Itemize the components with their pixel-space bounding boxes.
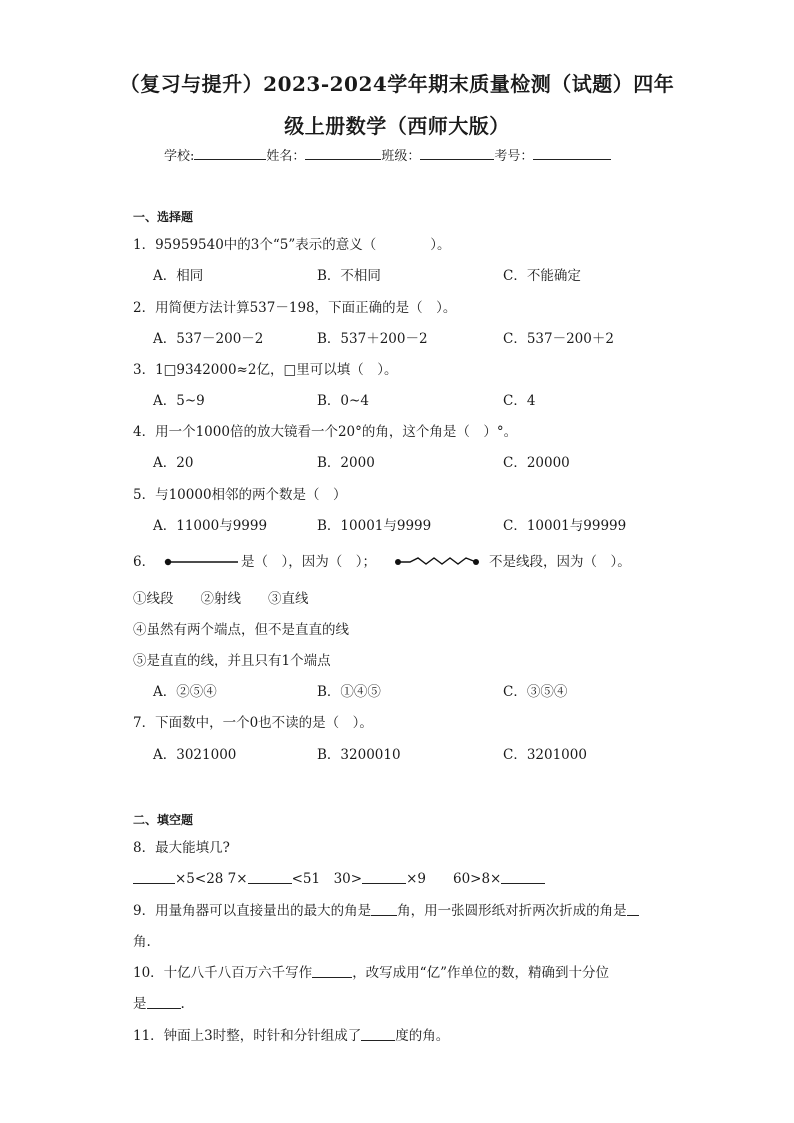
q8-stem: 8．最大能填几? xyxy=(133,840,230,856)
q2-stem: 2．用简便方法计算537－198，下面正确的是（ ）。 xyxy=(133,300,457,316)
q7-option-a[interactable]: A．3021000 xyxy=(153,747,237,763)
q11-line xyxy=(133,1024,449,1044)
q1-option-a[interactable]: A．相同 xyxy=(153,268,204,284)
q9-text-1: 9．用量角器可以直接量出的最大的角是 xyxy=(133,903,372,919)
q4-stem: 4．用一个1000倍的放大镜看一个20°的角，这个角是（ ）°。 xyxy=(133,424,518,440)
q11-text-2: 度的角。 xyxy=(395,1028,450,1044)
q6-option-b[interactable]: B．①④⑤ xyxy=(317,684,381,700)
q10-line2 xyxy=(133,992,185,1012)
q9-blank-2[interactable] xyxy=(627,903,639,916)
q8-blanks-line xyxy=(133,867,545,887)
q8-blank-4[interactable] xyxy=(501,871,545,884)
q6-choice-line1: ①线段 ②射线 ③直线 xyxy=(133,591,309,607)
wavy-line-figure xyxy=(392,553,484,571)
q9-blank-1[interactable] xyxy=(371,903,397,916)
q6-option-a[interactable]: A．②⑤④ xyxy=(153,684,217,700)
school-label: 学校: xyxy=(164,149,195,164)
q10-blank-1[interactable] xyxy=(312,965,352,978)
q1-option-b[interactable]: B．不相同 xyxy=(317,268,381,284)
q7-stem: 7．下面数中，一个0也不读的是（ ）。 xyxy=(133,715,373,731)
name-field[interactable] xyxy=(305,147,381,160)
q6-choice-line2: ④虽然有两个端点，但不是直直的线 xyxy=(133,622,349,638)
q4-option-b[interactable]: B．2000 xyxy=(317,455,375,471)
q2-option-c[interactable]: C．537－200＋2 xyxy=(503,331,614,347)
q5-stem: 5．与10000相邻的两个数是（ ） xyxy=(133,487,347,503)
exam-no-field[interactable] xyxy=(533,147,611,160)
q3-option-a[interactable]: A．5~9 xyxy=(153,393,205,409)
school-field[interactable] xyxy=(194,147,266,160)
q4-option-c[interactable]: C．20000 xyxy=(503,455,570,471)
q9-text-2: 角，用一张圆形纸对折两次折成的角是 xyxy=(397,903,627,919)
name-label: 姓名： xyxy=(266,149,306,164)
q5-option-b[interactable]: B．10001与9999 xyxy=(317,518,432,534)
page-title-line1: （复习与提升）2023-2024学年期末质量检测（试题）四年 xyxy=(119,72,675,96)
q11-blank[interactable] xyxy=(361,1028,395,1041)
q10-line1 xyxy=(133,961,609,981)
q8-text-2: <51 30> xyxy=(291,871,363,887)
q8-text-3: ×9 60>8× xyxy=(406,871,502,887)
q8-blank-2[interactable] xyxy=(248,871,292,884)
q2-option-a[interactable]: A．537－200－2 xyxy=(153,331,264,347)
q5-option-a[interactable]: A．11000与9999 xyxy=(153,518,268,534)
class-label: 班级： xyxy=(381,149,421,164)
q10-text-4: . xyxy=(180,996,185,1012)
section1-heading: 一、选择题 xyxy=(133,210,194,224)
q5-option-c[interactable]: C．10001与99999 xyxy=(503,518,627,534)
q10-text-3: 是 xyxy=(133,996,147,1012)
q2-option-b[interactable]: B．537＋200－2 xyxy=(317,331,428,347)
info-line xyxy=(164,145,611,164)
q1-stem: 1．95959540中的3个“5”表示的意义（ ）。 xyxy=(133,237,451,253)
class-field[interactable] xyxy=(420,147,494,160)
q8-text-1: ×5<28 7× xyxy=(175,871,248,887)
q9-line2: 角. xyxy=(133,934,151,950)
q6-choice-line3: ⑤是直直的线，并且只有1个端点 xyxy=(133,653,331,669)
exam-no-label: 考号： xyxy=(494,149,534,164)
q3-option-c[interactable]: C．4 xyxy=(503,393,536,409)
q8-blank-3[interactable] xyxy=(362,871,406,884)
q3-stem: 3．1□9342000≈2亿，□里可以填（ ）。 xyxy=(133,362,398,378)
q10-blank-2[interactable] xyxy=(147,996,181,1009)
q4-option-a[interactable]: A．20 xyxy=(153,455,194,471)
q3-option-b[interactable]: B．0~4 xyxy=(317,393,369,409)
q8-blank-1[interactable] xyxy=(133,871,175,884)
q1-option-c[interactable]: C．不能确定 xyxy=(503,268,581,284)
q6-number: 6． xyxy=(133,554,156,570)
q7-option-b[interactable]: B．3200010 xyxy=(317,747,401,763)
q10-text-2: ，改写成用“亿”作单位的数，精确到十分位 xyxy=(352,965,609,981)
section2-heading: 二、填空题 xyxy=(133,813,194,827)
q6-option-c[interactable]: C．③⑤④ xyxy=(503,684,568,700)
q7-option-c[interactable]: C．3201000 xyxy=(503,747,587,763)
q6-text-part2: 不是线段，因为（ ）。 xyxy=(489,554,631,570)
q9-line1 xyxy=(133,899,639,919)
line-segment-figure xyxy=(160,555,240,569)
q11-text-1: 11．钟面上3时整，时针和分针组成了 xyxy=(133,1028,362,1044)
q10-text-1: 10．十亿八千八百万六千写作 xyxy=(133,965,313,981)
q6-text-part1: 是（ ），因为（ ）； xyxy=(241,554,376,570)
page-title-line2: 级上册数学（西师大版） xyxy=(284,114,510,138)
